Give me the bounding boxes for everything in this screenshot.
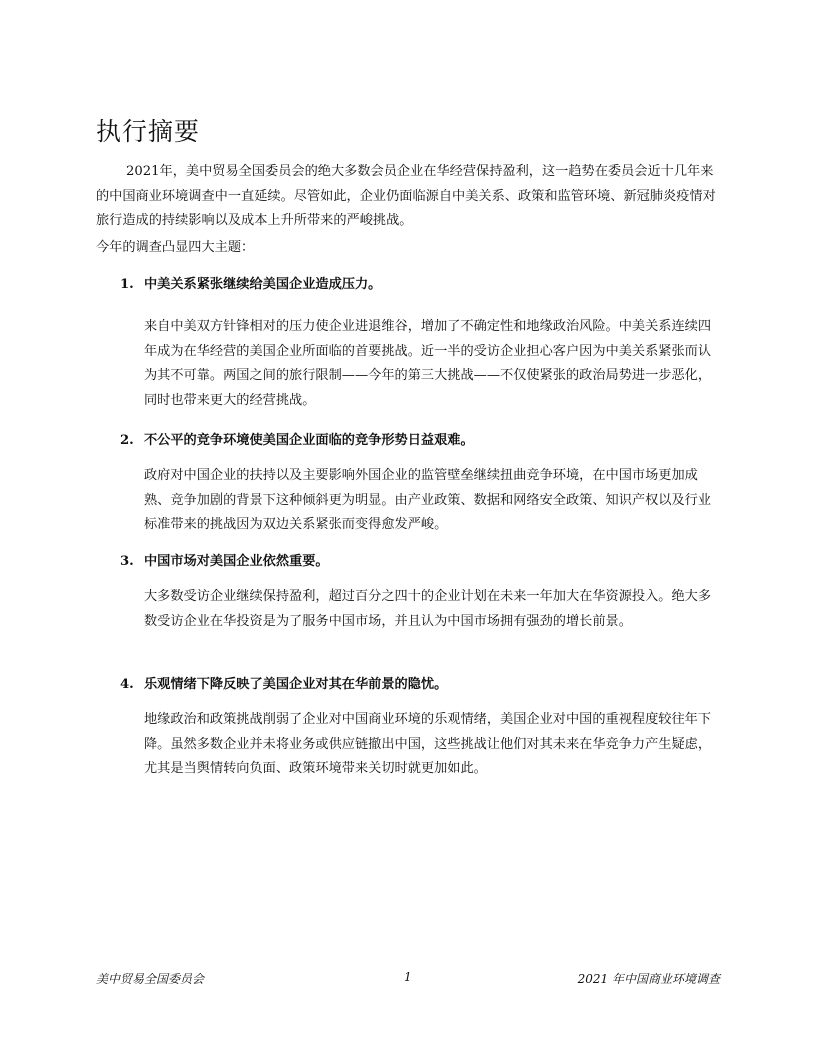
theme-number: 3.	[120, 554, 134, 569]
footer-report-title: 2021 年中国商业环境调查	[577, 972, 720, 986]
themes-lead-text: 今年的调查凸显四大主题：	[96, 240, 255, 255]
theme-heading	[120, 274, 720, 296]
theme-item-1	[120, 274, 720, 413]
theme-heading-text: 不公平的竞争环境使美国企业面临的竞争形势日益艰难。	[144, 433, 474, 448]
footer-organization: 美中贸易全国委员会	[96, 972, 205, 986]
theme-heading	[120, 551, 720, 573]
theme-number: 2.	[120, 433, 134, 448]
intro-paragraph: 2021年，美中贸易全国委员会的绝大多数会员企业在华经营保持盈利，这一趋势在委员会近十几年来的中国商业环境调查中一直延续。尽管如此，企业仍面临源自中美关系、政策和监管环境、新冠肺炎疫情对旅行造成的持续影响以及成本上升所带来的严峻挑战。	[96, 164, 716, 228]
theme-heading-text: 中美关系紧张继续给美国企业造成压力。	[144, 277, 382, 292]
theme-number: 1.	[120, 277, 134, 292]
theme-item-3	[120, 551, 720, 634]
theme-heading-text: 乐观情绪下降反映了美国企业对其在华前景的隐忧。	[144, 677, 448, 692]
theme-body: 政府对中国企业的扶持以及主要影响外国企业的监管壁垒继续扭曲竞争环境，在中国市场更加成熟、竞争加剧的背景下这种倾斜更为明显。由产业政策、数据和网络安全政策、知识产权以及行业标准带来的挑战因为双边关系紧张而变得愈发严峻。	[144, 468, 712, 533]
theme-heading	[120, 674, 720, 696]
theme-body: 大多数受访企业继续保持盈利，超过百分之四十的企业计划在未来一年加大在华资源投入。绝大多数受访企业在华投资是为了服务中国市场，并且认为中国市场拥有强劲的增长前景。	[144, 589, 712, 629]
page-title: 执行摘要	[96, 117, 201, 146]
theme-item-2	[120, 430, 720, 538]
footer-page-number: 1	[404, 970, 412, 984]
theme-heading-text: 中国市场对美国企业依然重要。	[144, 554, 329, 569]
theme-heading	[120, 430, 720, 452]
theme-number: 4.	[120, 677, 134, 692]
theme-item-4	[120, 674, 720, 782]
theme-body: 地缘政治和政策挑战削弱了企业对中国商业环境的乐观情绪，美国企业对中国的重视程度较往年下降。虽然多数企业并未将业务或供应链撤出中国，这些挑战让他们对其未来在华竞争力产生疑虑，尤其是当舆情转向负面、政策环境带来关切时就更加如此。	[144, 712, 712, 777]
theme-body: 来自中美双方针锋相对的压力使企业进退维谷，增加了不确定性和地缘政治风险。中美关系连续四年成为在华经营的美国企业所面临的首要挑战。近一半的受访企业担心客户因为中美关系紧张而认为其不可靠。两国之间的旅行限制——今年的第三大挑战——不仅使紧张的政治局势进一步恶化，同时也带来更大的经营挑战。	[144, 319, 712, 408]
